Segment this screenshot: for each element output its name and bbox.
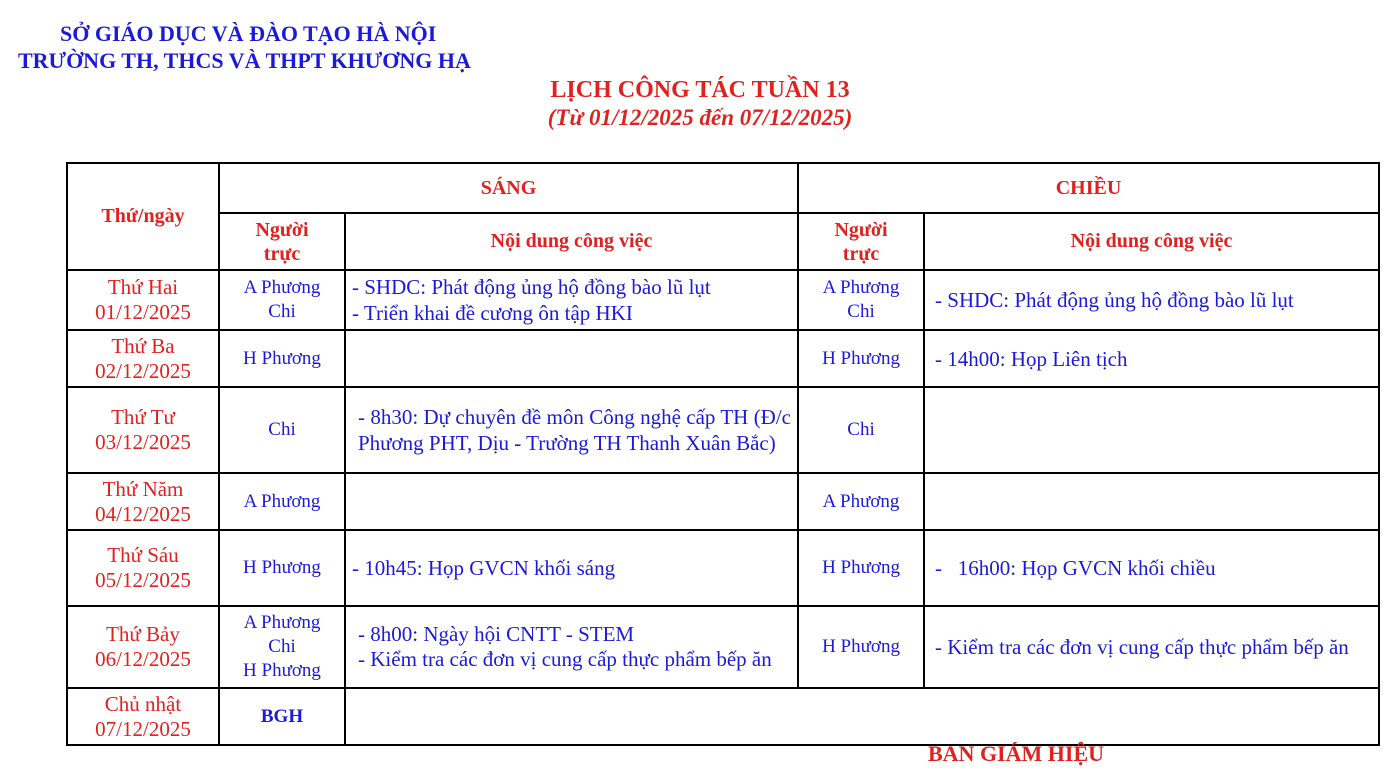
day-cell	[67, 530, 219, 606]
day-name: Thứ Sáu	[107, 543, 179, 567]
afternoon-work-cell	[924, 270, 1379, 330]
afternoon-work-cell	[924, 473, 1379, 530]
morning-duty-cell	[219, 606, 345, 688]
morning-work-cell	[345, 473, 798, 530]
work-item: - 10h45: Họp GVCN khối sáng	[352, 556, 616, 580]
afternoon-duty-cell	[798, 606, 924, 688]
day-date: 01/12/2025	[95, 300, 191, 324]
table-row	[67, 606, 1379, 688]
afternoon-duty-header	[798, 213, 924, 270]
table-row	[67, 387, 1379, 473]
day-date: 05/12/2025	[95, 568, 191, 592]
duty-person: H Phương	[822, 557, 900, 578]
morning-duty-cell	[219, 330, 345, 387]
morning-duty-cell	[219, 387, 345, 473]
morning-work-cell	[345, 606, 798, 688]
table-row	[67, 330, 1379, 387]
afternoon-duty-cell	[798, 387, 924, 473]
work-item: - 8h30: Dự chuyên đề môn Công nghệ cấp TH (Đ/c Phương PHT, Dịu - Trường TH Thanh Xuân Bắc)	[358, 405, 792, 455]
day-date: 07/12/2025	[95, 716, 191, 741]
afternoon-work-cell	[924, 530, 1379, 606]
duty-header-line2: trực	[842, 242, 880, 265]
duty-person: H Phương	[822, 347, 900, 369]
day-date: 04/12/2025	[95, 501, 191, 526]
day-cell	[67, 606, 219, 688]
morning-duty-cell	[219, 270, 345, 330]
day-cell	[67, 387, 219, 473]
morning-work-cell	[345, 530, 798, 606]
day-date: 06/12/2025	[95, 647, 191, 671]
schedule-title: LỊCH CÔNG TÁC TUẦN 13	[550, 77, 850, 103]
afternoon-duty-cell	[798, 270, 924, 330]
duty-person: A Phương	[243, 490, 321, 512]
morning-work-cell	[345, 270, 798, 330]
table-header-row	[67, 163, 1379, 213]
day-name: Thứ Hai	[107, 275, 179, 299]
day-name: Thứ Ba	[111, 333, 175, 358]
work-item: - 14h00: Họp Liên tịch	[935, 346, 1128, 371]
duty-person: A Phương	[243, 277, 321, 298]
afternoon-work-cell	[924, 606, 1379, 688]
duty-person: A Phương	[243, 612, 321, 633]
duty-header-line1: Người	[255, 218, 309, 241]
duty-person: H Phương	[822, 636, 900, 657]
day-name: Thứ Bảy	[106, 622, 180, 646]
day-cell	[67, 688, 219, 745]
duty-header-line2: trực	[263, 242, 301, 265]
morning-header: SÁNG	[219, 163, 798, 213]
duty-person: Chi	[268, 419, 296, 440]
col-day-header: Thứ/ngày	[67, 163, 219, 270]
work-item: - SHDC: Phát động ủng hộ đồng bào lũ lụt	[352, 275, 711, 299]
work-item: - 16h00: Họp GVCN khối chiều	[935, 556, 1216, 580]
table-row	[67, 530, 1379, 606]
duty-person: H Phương	[243, 347, 321, 369]
work-item: - SHDC: Phát động ủng hộ đồng bào lũ lụt	[935, 288, 1294, 312]
table-row	[67, 473, 1379, 530]
morning-work-cell	[345, 330, 798, 387]
morning-duty-cell	[219, 473, 345, 530]
morning-work-cell	[345, 387, 798, 473]
department-name: SỞ GIÁO DỤC VÀ ĐÀO TẠO HÀ NỘI	[60, 21, 437, 46]
day-cell	[67, 330, 219, 387]
table-row	[67, 688, 1379, 745]
afternoon-work-cell	[924, 387, 1379, 473]
morning-duty-header	[219, 213, 345, 270]
duty-person: BGH	[260, 705, 304, 727]
morning-content-header: Nội dung công việc	[345, 213, 798, 270]
duty-header-line1: Người	[834, 218, 888, 241]
schedule-table	[66, 162, 1380, 746]
work-item: - Triển khai đề cương ôn tập HKI	[352, 301, 633, 325]
afternoon-content-header: Nội dung công việc	[924, 213, 1379, 270]
table-row	[67, 270, 1379, 330]
duty-person: Chi	[268, 636, 296, 657]
day-cell	[67, 473, 219, 530]
day-name: Chủ nhật	[104, 691, 182, 716]
sunday-work-cell	[345, 688, 1379, 745]
morning-duty-cell	[219, 688, 345, 745]
day-name: Thứ Năm	[102, 476, 184, 501]
duty-person: A Phương	[822, 490, 900, 512]
day-cell	[67, 270, 219, 330]
schedule-date-range: (Từ 01/12/2025 đến 07/12/2025)	[547, 105, 853, 130]
work-item: - Kiểm tra các đơn vị cung cấp thực phẩm bếp ăn	[935, 634, 1349, 659]
signature-label: BAN GIÁM HIỆU	[928, 741, 1105, 766]
day-date: 02/12/2025	[95, 358, 191, 383]
afternoon-header: CHIỀU	[798, 163, 1379, 213]
afternoon-duty-cell	[798, 473, 924, 530]
duty-person: H Phương	[243, 660, 321, 681]
table-subheader-row	[67, 213, 1379, 270]
afternoon-duty-cell	[798, 330, 924, 387]
work-item: - 8h00: Ngày hội CNTT - STEM	[358, 622, 635, 646]
duty-person: Chi	[847, 301, 875, 322]
afternoon-duty-cell	[798, 530, 924, 606]
work-item: - Kiểm tra các đơn vị cung cấp thực phẩm bếp ăn	[358, 647, 772, 671]
afternoon-work-cell	[924, 330, 1379, 387]
duty-person: A Phương	[822, 277, 900, 298]
day-date: 03/12/2025	[95, 430, 191, 454]
duty-person: Chi	[847, 419, 875, 440]
duty-person: H Phương	[243, 557, 321, 578]
day-name: Thứ Tư	[111, 405, 175, 429]
school-name: TRƯỜNG TH, THCS VÀ THPT KHƯƠNG HẠ	[18, 48, 471, 73]
duty-person: Chi	[268, 301, 296, 322]
morning-duty-cell	[219, 530, 345, 606]
